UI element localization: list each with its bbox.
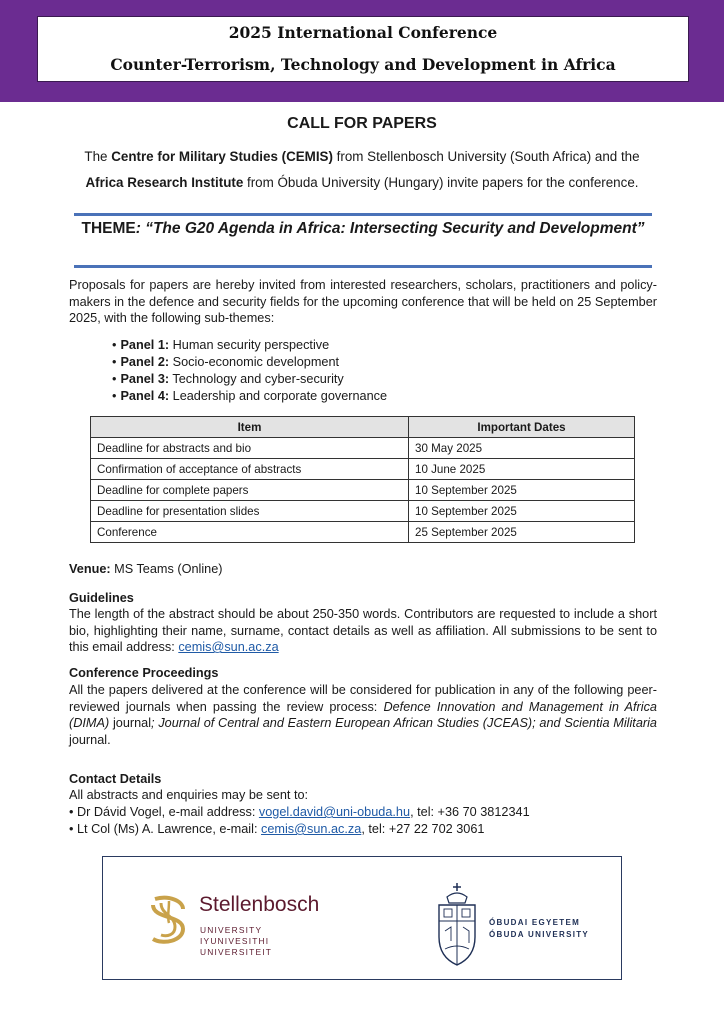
guidelines-heading: Guidelines <box>69 591 134 605</box>
venue-line <box>69 561 657 578</box>
lawrence-email-link[interactable]: cemis@sun.ac.za <box>261 822 362 836</box>
table-header-row <box>91 417 635 438</box>
contact-text: , tel: +36 70 3812341 <box>410 805 530 819</box>
column-header-item: Item <box>91 417 409 438</box>
stellenbosch-name: Stellenbosch <box>199 893 320 916</box>
guidelines-email-link[interactable]: cemis@sun.ac.za <box>178 640 279 654</box>
intro-text-1: The <box>84 149 112 164</box>
proceedings-heading: Conference Proceedings <box>69 666 219 680</box>
obuda-line: ÓBUDA UNIVERSITY <box>489 930 590 939</box>
contact-text: • Dr Dávid Vogel, e-mail address: <box>69 805 259 819</box>
proposal-paragraph: Proposals for papers are hereby invited from interested researchers, scholars, practitioners and policy-makers in the defence and security fields for the upcoming conference that will be held on 25 September 2025, with the following sub-themes: <box>69 278 657 325</box>
call-for-papers-heading: CALL FOR PAPERS <box>287 115 437 132</box>
conference-title: 2025 International Conference <box>228 23 498 42</box>
stellenbosch-sub-line: IYUNIVESITHI <box>200 936 270 946</box>
intro-text-2: from Stellenbosch University (South Africa) and the <box>332 149 640 164</box>
obuda-line: ÓBUDAI EGYETEM <box>489 918 581 927</box>
ari-name: Africa Research Institute <box>85 175 244 190</box>
header-banner <box>0 0 724 102</box>
theme-rule-bottom <box>74 265 652 268</box>
panel-item <box>112 337 387 354</box>
cemis-name: Centre for Military Studies (CEMIS) <box>111 149 333 164</box>
contact-heading: Contact Details <box>69 772 162 786</box>
panel-text: Human security perspective <box>169 338 330 352</box>
proceedings-text: All the papers delivered at the conference will be considered for publication in any of the following peer-reviewed journals when passing the review process: <box>69 683 657 714</box>
table-cell: 10 September 2025 <box>409 480 635 501</box>
panel-label: Panel 2: <box>120 355 170 369</box>
table-row <box>91 480 635 501</box>
table-cell: Deadline for complete papers <box>91 480 409 501</box>
venue-value: MS Teams (Online) <box>110 562 223 576</box>
stellenbosch-logo-icon <box>147 893 191 951</box>
conference-subtitle: Counter-Terrorism, Technology and Development in Africa <box>110 55 616 74</box>
theme-heading <box>74 219 652 239</box>
table-cell: 10 June 2025 <box>409 459 635 480</box>
table-row <box>91 438 635 459</box>
theme-rule-top <box>74 213 652 216</box>
table-row <box>91 522 635 543</box>
theme-text: : “The G20 Agenda in Africa: Intersecting Security and Development” <box>135 220 645 237</box>
important-dates-table <box>90 416 635 543</box>
table-row <box>91 459 635 480</box>
panel-item <box>112 388 387 405</box>
panel-label: Panel 4: <box>120 389 170 403</box>
column-header-dates: Important Dates <box>409 417 635 438</box>
proceedings-text-end: journal. <box>69 732 111 747</box>
logo-box <box>102 856 622 980</box>
guidelines-text: The length of the abstract should be about 250-350 words. Contributors are requested to include a short bio, highlighting their name, surname, contact details as well as affiliation. All submissions to be sent to this email address: <box>69 607 657 654</box>
table-row <box>91 501 635 522</box>
stellenbosch-sub-line: UNIVERSITEIT <box>200 947 273 957</box>
table-cell: 30 May 2025 <box>409 438 635 459</box>
theme-label: THEME <box>81 220 136 237</box>
venue-label: Venue: <box>69 562 111 576</box>
contact-vogel <box>69 804 530 821</box>
contact-intro: All abstracts and enquiries may be sent to: <box>69 788 309 802</box>
vogel-email-link[interactable]: vogel.david@uni-obuda.hu <box>258 805 411 819</box>
panel-label: Panel 1: <box>120 338 170 352</box>
panel-label: Panel 3: <box>120 372 170 386</box>
panel-text: Leadership and corporate governance <box>169 389 388 403</box>
panel-text: Technology and cyber-security <box>169 372 344 386</box>
panel-text: Socio-economic development <box>169 355 340 369</box>
table-cell: 10 September 2025 <box>409 501 635 522</box>
panel-item <box>112 354 387 371</box>
journal-list: ; Journal of Central and Eastern European African Studies (JCEAS); and Scientia Militaria <box>151 716 657 730</box>
panel-item <box>112 371 387 388</box>
stellenbosch-sub-line: UNIVERSITY <box>200 925 263 935</box>
table-cell: Confirmation of acceptance of abstracts <box>91 459 409 480</box>
contact-text: • Lt Col (Ms) A. Lawrence, e-mail: <box>69 822 261 836</box>
journal-dima: Defence Innovation and Management in Africa (DIMA) <box>69 699 657 730</box>
table-cell: 25 September 2025 <box>409 522 635 543</box>
stellenbosch-subtitle <box>200 925 272 958</box>
table-cell: Conference <box>91 522 409 543</box>
table-cell: Deadline for abstracts and bio <box>91 438 409 459</box>
obuda-name <box>489 917 589 941</box>
guidelines-paragraph <box>69 606 657 656</box>
obuda-crest-icon <box>431 881 483 967</box>
intro-text-3: from Óbuda University (Hungary) invite papers for the conference. <box>243 175 639 190</box>
title-box <box>37 16 689 82</box>
intro-paragraph <box>70 144 654 196</box>
panel-list <box>112 337 387 405</box>
contact-text: , tel: +27 22 702 3061 <box>361 822 485 836</box>
proceedings-text-mid: journal <box>109 716 152 730</box>
proceedings-paragraph <box>69 682 657 748</box>
table-cell: Deadline for presentation slides <box>91 501 409 522</box>
contact-lawrence <box>69 821 484 838</box>
